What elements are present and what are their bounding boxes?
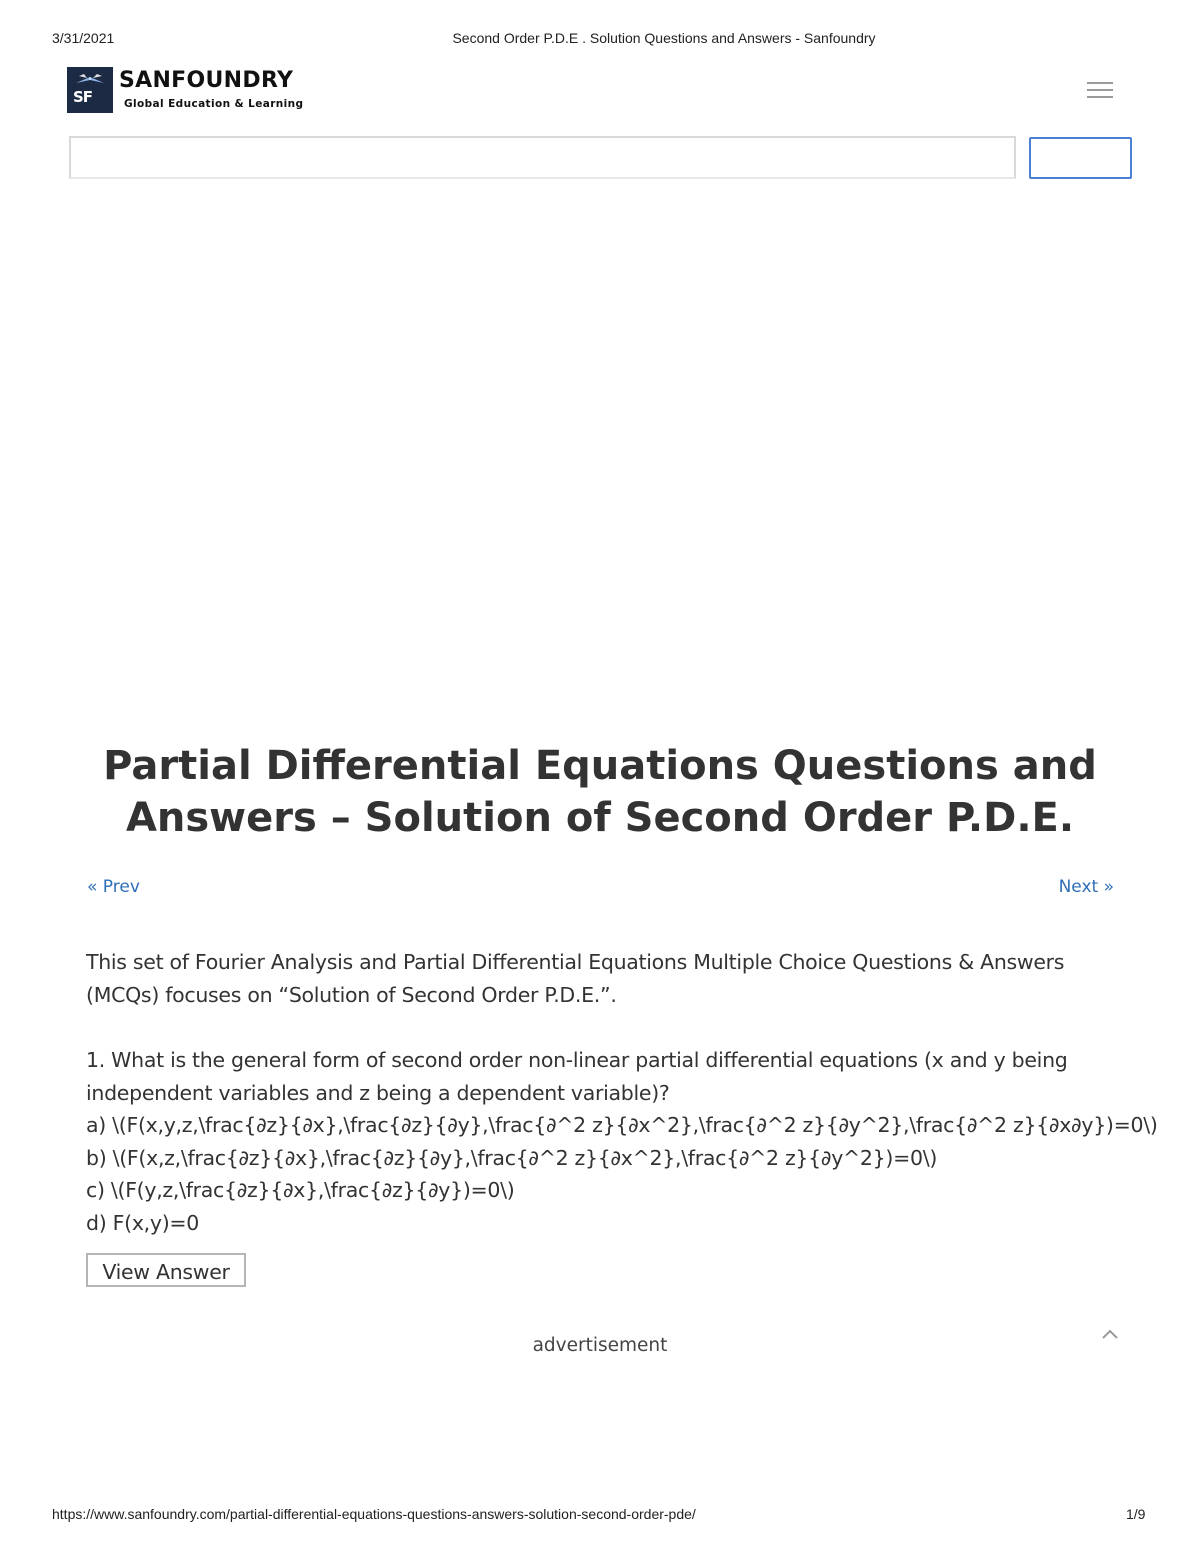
logo-mark-text: SF (73, 88, 93, 106)
intro-paragraph: This set of Fourier Analysis and Partial Differential Equations Multiple Choice Questions & Answers (MCQs) focuses on “Solution of Second Order P.D.E.”. (86, 950, 1065, 1007)
book-icon (75, 73, 105, 85)
option-c: c) \(F(y,z,\frac{∂z}{∂x},\frac{∂z}{∂y})=0\) (86, 1178, 515, 1202)
search-input[interactable] (69, 136, 1016, 179)
option-d: d) F(x,y)=0 (86, 1210, 200, 1235)
print-date: 3/31/2021 (52, 30, 115, 46)
site-logo[interactable] (67, 67, 317, 115)
question-body: What is the general form of second order non-linear partial differential equations (x and y being independent variables and z being a dependent variable)? (86, 1048, 1068, 1105)
next-link[interactable]: Next » (1058, 877, 1114, 897)
logo-name: SANFOUNDRY (119, 68, 294, 93)
view-answer-button[interactable]: View Answer (86, 1253, 246, 1287)
article-content (86, 946, 1158, 1239)
option-b: b) \(F(x,z,\frac{∂z}{∂x},\frac{∂z}{∂y},\frac{∂^2 z}{∂x^2},\frac{∂^2 z}{∂y^2})=0\) (86, 1145, 938, 1170)
logo-tagline: Global Education & Learning (124, 98, 304, 110)
print-title: Second Order P.D.E . Solution Questions and Answers - Sanfoundry (452, 30, 876, 46)
hamburger-menu-icon[interactable] (1087, 80, 1115, 100)
question-number: 1. (86, 1048, 105, 1072)
print-page-number: 1/9 (1126, 1506, 1146, 1522)
logo-mark (67, 67, 113, 113)
question-text (86, 1044, 1126, 1109)
option-a: a) \(F(x,y,z,\frac{∂z}{∂x},\frac{∂z}{∂y},\frac{∂^2 z}{∂x^2},\frac{∂^2 z}{∂y^2},\frac{∂^2 z}{∂x∂y})=0\) (86, 1113, 1158, 1137)
prev-link[interactable]: « Prev (87, 877, 140, 897)
print-url: https://www.sanfoundry.com/partial-differential-equations-questions-answers-solution-second-order-pde/ (52, 1506, 696, 1522)
search-button[interactable] (1029, 137, 1132, 179)
chevron-up-icon[interactable] (1099, 1326, 1121, 1342)
advertisement-label: advertisement (532, 1335, 668, 1356)
print-header (0, 30, 1200, 50)
page-title: Partial Differential Equations Questions and Answers – Solution of Second Order P.D.E. (103, 743, 1097, 841)
